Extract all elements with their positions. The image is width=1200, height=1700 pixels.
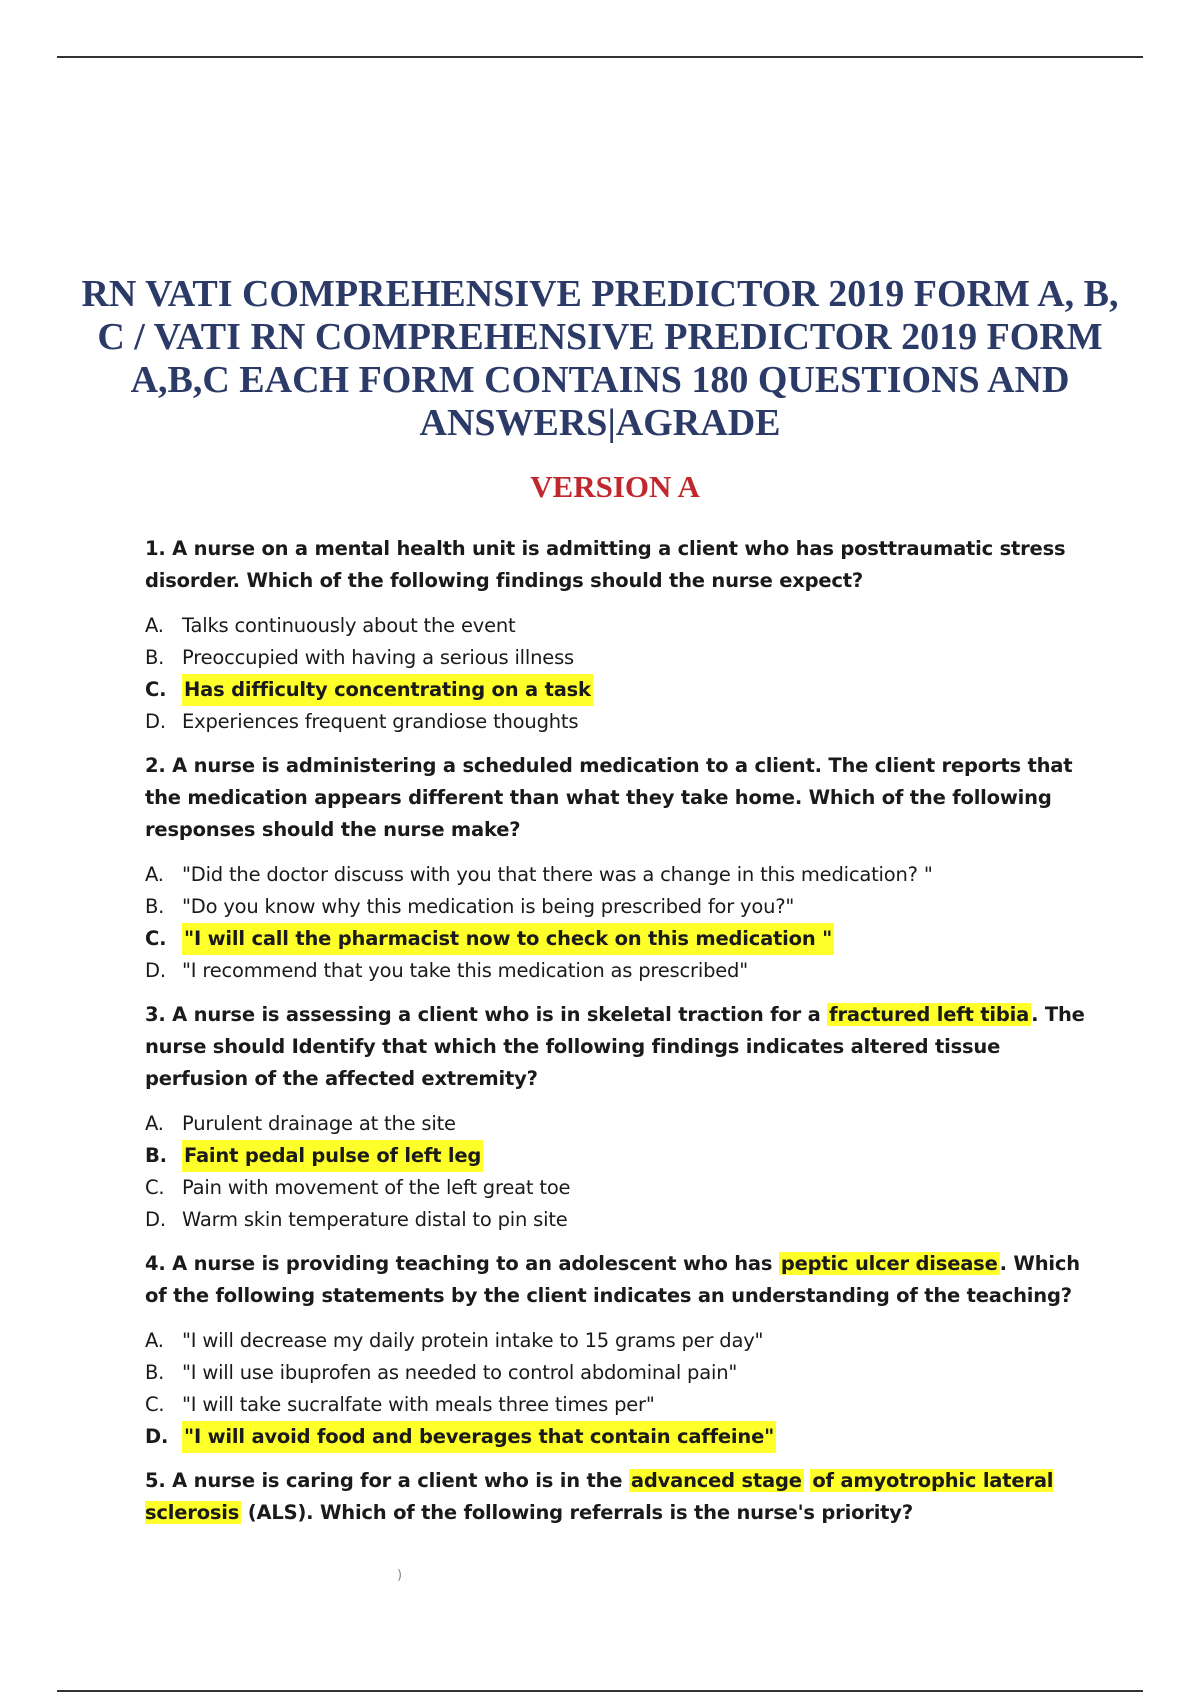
option-letter: B. xyxy=(145,1144,167,1167)
question-list xyxy=(145,533,1105,1542)
answer-option xyxy=(145,891,1105,923)
question-stem xyxy=(145,533,1105,597)
option-letter: B. xyxy=(145,895,165,918)
question-text: 2. A nurse is administering a scheduled medication to a client. The client reports that the medication appears different than what they take home. Which of the following responses should the nurse make? xyxy=(145,754,1073,841)
answer-option xyxy=(145,859,1105,891)
question-stem xyxy=(145,1248,1105,1312)
answer-option xyxy=(145,1389,1105,1421)
question-block xyxy=(145,533,1105,738)
option-text: "I will use ibuprofen as needed to control abdominal pain" xyxy=(182,1361,738,1384)
option-letter: A. xyxy=(145,1112,164,1135)
answer-option xyxy=(145,610,1105,642)
top-rule xyxy=(57,56,1143,58)
option-text: "I recommend that you take this medication as prescribed" xyxy=(182,959,748,982)
question-block xyxy=(145,1248,1105,1453)
option-text: "I will call the pharmacist now to check on this medication " xyxy=(182,923,834,955)
option-letter: C. xyxy=(145,678,167,701)
answer-option xyxy=(145,1172,1105,1204)
answer-option xyxy=(145,1108,1105,1140)
option-letter: A. xyxy=(145,863,164,886)
option-text: Faint pedal pulse of left leg xyxy=(182,1140,483,1172)
question-stem xyxy=(145,750,1105,846)
answer-option-correct xyxy=(145,1421,1105,1453)
option-text: "Did the doctor discuss with you that there was a change in this medication? " xyxy=(182,863,933,886)
option-text: Warm skin temperature distal to pin site xyxy=(182,1208,568,1231)
option-text: "I will avoid food and beverages that contain caffeine" xyxy=(182,1421,776,1453)
answer-option-correct xyxy=(145,674,1105,706)
question-block xyxy=(145,1465,1105,1529)
option-text: Preoccupied with having a serious illness xyxy=(182,646,574,669)
question-text: 3. A nurse is assessing a client who is in skeletal traction for a xyxy=(145,1003,828,1026)
answer-option xyxy=(145,1204,1105,1236)
question-text: . The nurse should Identify that which the following findings indicates altered tissue perfusion of the affected extremity? xyxy=(145,1003,1085,1090)
question-text: 1. A nurse on a mental health unit is admitting a client who has posttraumatic stress disorder. Which of the following findings should the nurse expect? xyxy=(145,537,1066,592)
answer-options xyxy=(145,859,1105,987)
question-block xyxy=(145,750,1105,987)
option-text: "I will decrease my daily protein intake to 15 grams per day" xyxy=(182,1329,764,1352)
question-stem xyxy=(145,999,1105,1095)
option-letter: B. xyxy=(145,646,165,669)
highlighted-phrase: peptic ulcer disease xyxy=(780,1252,998,1275)
answer-option xyxy=(145,1325,1105,1357)
answer-options xyxy=(145,610,1105,738)
highlighted-phrase: fractured left tibia xyxy=(829,1003,1030,1026)
highlighted-phrase: of amyotrophic lateral sclerosis xyxy=(145,1469,1054,1524)
option-letter: C. xyxy=(145,1176,165,1199)
option-letter: D. xyxy=(145,1425,169,1448)
answer-option xyxy=(145,706,1105,738)
option-text: Purulent drainage at the site xyxy=(182,1112,456,1135)
option-letter: A. xyxy=(145,1329,164,1352)
answer-options xyxy=(145,1108,1105,1236)
option-text: "I will take sucralfate with meals three times per" xyxy=(182,1393,655,1416)
answer-option-correct xyxy=(145,1140,1105,1172)
option-letter: C. xyxy=(145,927,167,950)
option-text: Pain with movement of the left great toe xyxy=(182,1176,571,1199)
bottom-rule xyxy=(57,1690,1143,1692)
answer-option xyxy=(145,642,1105,674)
highlighted-phrase: advanced stage xyxy=(630,1469,802,1492)
page-mark: ) xyxy=(397,1568,403,1583)
question-block xyxy=(145,999,1105,1236)
question-text: (ALS). Which of the following referrals is the nurse's priority? xyxy=(241,1501,913,1524)
option-letter: C. xyxy=(145,1393,165,1416)
question-text: 4. A nurse is providing teaching to an adolescent who has xyxy=(145,1252,779,1275)
question-stem xyxy=(145,1465,1105,1529)
option-text: Talks continuously about the event xyxy=(182,614,516,637)
question-text: . Which of the following statements by the client indicates an understanding of the teaching? xyxy=(145,1252,1080,1307)
answer-option-correct xyxy=(145,923,1105,955)
option-text: Experiences frequent grandiose thoughts xyxy=(182,710,579,733)
option-letter: D. xyxy=(145,710,166,733)
option-letter: B. xyxy=(145,1361,165,1384)
option-letter: D. xyxy=(145,959,166,982)
answer-option xyxy=(145,1357,1105,1389)
option-letter: A. xyxy=(145,614,164,637)
question-text: 5. A nurse is caring for a client who is in the xyxy=(145,1469,629,1492)
answer-options xyxy=(145,1325,1105,1453)
option-text: Has difficulty concentrating on a task xyxy=(182,674,593,706)
version-heading: VERSION A xyxy=(530,469,700,504)
option-text: "Do you know why this medication is being prescribed for you?" xyxy=(182,895,795,918)
answer-option xyxy=(145,955,1105,987)
document-title: RN VATI COMPREHENSIVE PREDICTOR 2019 FORM A, B, C / VATI RN COMPREHENSIVE PREDICTOR 2019 FORM A,B,C EACH FORM CONTAINS 180 QUESTIONS AND ANSWERS|AGRADE xyxy=(81,273,1119,445)
option-letter: D. xyxy=(145,1208,166,1231)
